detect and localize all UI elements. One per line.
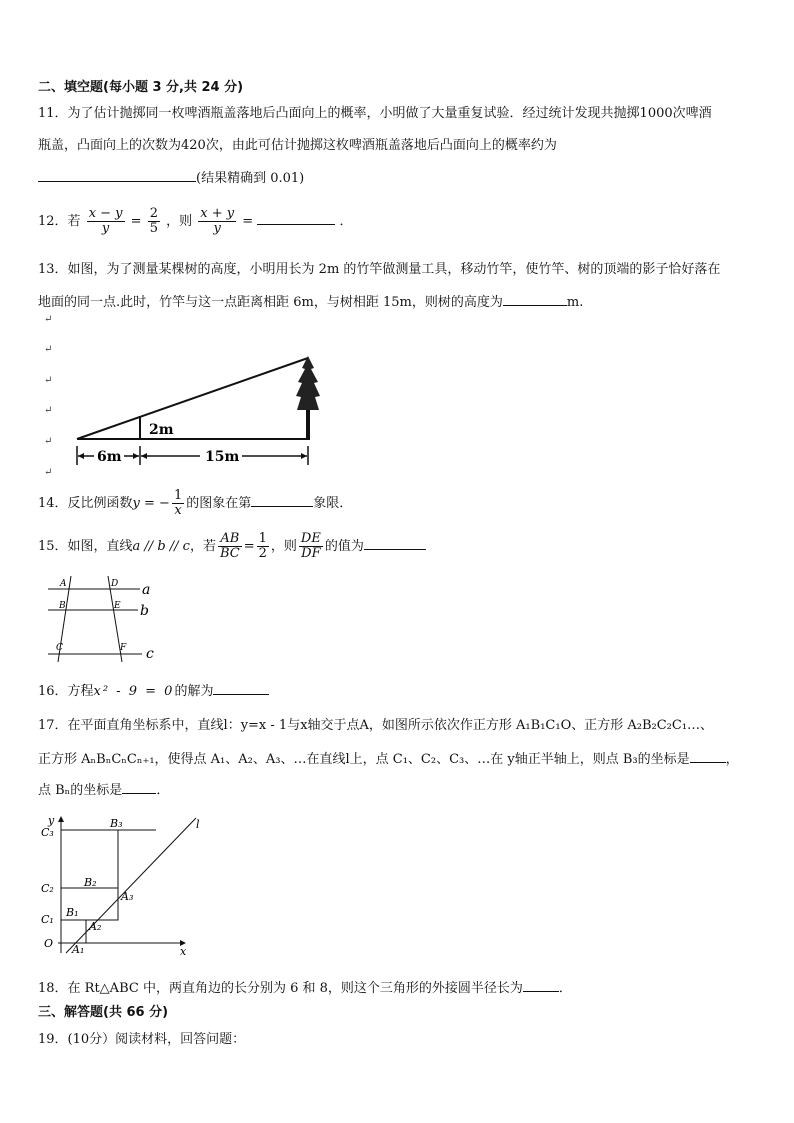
section3-title: 三、解答题(共 66 分) <box>38 1005 169 1020</box>
label-C: C <box>56 643 63 653</box>
answer-blank[interactable] <box>364 537 426 550</box>
answer-blank[interactable] <box>251 494 313 507</box>
q13-line1: 13．如图，为了测量某棵树的高度，小明用长为 2m 的竹竿做测量工具，移动竹竿，使竹竿、树的顶端的影子恰好落在 <box>38 262 721 277</box>
label-A3: A₃ <box>121 890 134 903</box>
label-B3: B₃ <box>110 817 123 830</box>
label-C3: C₃ <box>41 826 54 839</box>
answer-blank[interactable] <box>213 682 269 695</box>
return-mark: ↵ <box>44 436 53 447</box>
label-b: b <box>140 603 149 619</box>
square-1 <box>61 920 86 943</box>
q14-frac: $\frac{1}{x}$ <box>173 488 183 518</box>
label-c: c <box>146 646 154 662</box>
label-B1: B₁ <box>66 906 79 919</box>
left-distance-label: 6m <box>97 449 122 465</box>
answer-blank[interactable] <box>122 781 156 794</box>
pole-label: 2m <box>149 422 174 438</box>
label-A1: A₁ <box>72 943 85 956</box>
y-axis-arrow <box>58 816 64 822</box>
return-mark: ↵ <box>44 344 53 355</box>
q17-line2: 正方形 AₙBₙCₙCₙ₊₁，使得点 A₁、A₂、A₃、…在直线l上，点 C₁、C₂、C₃、…在 y轴正半轴上，则点 B₃的坐标是 ， <box>38 752 739 767</box>
answer-blank[interactable] <box>257 212 335 225</box>
q19: 19．(10分）阅读材料，回答问题： <box>38 1032 246 1047</box>
q17-line1: 17．在平面直角坐标系中，直线l：y=x - 1与x轴交于点A，如图所示依次作正方形 A₁B₁C₁O、正方形 A₂B₂C₂C₁…、 <box>38 718 714 733</box>
q17-line3: 点 Bₙ的坐标是 ． <box>38 783 170 798</box>
answer-blank[interactable] <box>523 979 559 992</box>
label-B2: B₂ <box>84 876 97 889</box>
label-y: y <box>48 814 55 827</box>
shadow-line <box>77 358 308 439</box>
q12-eq1: = <box>130 214 142 229</box>
q15-frac2: $\frac{1}{2}$ <box>258 531 267 561</box>
q12 <box>38 202 352 242</box>
label-A: A <box>60 579 67 589</box>
q12-mid: ，则 <box>166 214 193 229</box>
q11-line1: 11．为了估计抛掷同一枚啤酒瓶盖落地后凸面向上的概率，小明做了大量重复试验．经过统计发现共抛掷1000次啤酒 <box>38 106 712 121</box>
arrow-head <box>133 453 139 459</box>
q13-line2: 地面的同一点.此时，竹竿与这一点距离相距 6m，与树相距 15m，则树的高度为 m. <box>38 295 584 310</box>
q15-figure <box>44 574 164 664</box>
label-B: B <box>59 601 66 611</box>
return-mark: ↵ <box>44 375 53 386</box>
q12-end: ． <box>339 214 353 229</box>
q16: 16．方程x² - 9 = 0的解为 <box>38 682 269 700</box>
label-x: x <box>180 945 187 958</box>
return-mark: ↵ <box>44 467 53 478</box>
q12-eq2: = <box>242 214 254 229</box>
answer-blank[interactable] <box>690 750 726 763</box>
q11-line2: 瓶盖，凸面向上的次数为420次，由此可估计抛掷这枚啤酒瓶盖落地后凸面向上的概率约为 <box>38 138 557 153</box>
tree-icon <box>296 356 320 410</box>
q18: 18．在 Rt△ABC 中，两直角边的长分别为 6 和 8，则这个三角形的外接圆半径长为 ． <box>38 981 572 996</box>
label-A2: A₂ <box>89 920 102 933</box>
q12-frac2: $\frac{2}{5}$ <box>149 206 158 236</box>
label-a: a <box>142 582 151 598</box>
label-l: l <box>196 818 200 831</box>
section2-title: 二、填空题(每小题 3 分,共 24 分) <box>38 80 244 95</box>
arrow-head <box>78 453 84 459</box>
q12-frac3: $\frac{x + y}{y}$ <box>200 206 235 236</box>
label-F: F <box>120 643 127 653</box>
q15-frac3: $\frac{DE}{DF}$ <box>300 531 321 561</box>
arrow-head <box>301 453 307 459</box>
q12-prefix: 12．若 <box>38 214 81 229</box>
label-C2: C₂ <box>41 882 54 895</box>
q11-note: (结果精确到 0.01) <box>196 171 305 186</box>
arrow-head <box>141 453 147 459</box>
return-mark: ↵ <box>44 314 53 325</box>
q15: 15．如图，直线a // b // c，若 $\frac{AB}{BC}$ = $\frac{1}{2}$ ，则 $\frac{DE}{DF}$ 的值为 <box>38 527 426 567</box>
label-O: O <box>44 937 54 950</box>
q12-frac1: $\frac{x - y}{y}$ <box>88 206 123 236</box>
label-C1: C₁ <box>41 913 54 926</box>
q11-line3 <box>38 169 304 187</box>
label-E: E <box>114 601 121 611</box>
q13-figure <box>70 350 320 470</box>
label-D: D <box>111 579 119 589</box>
answer-blank[interactable] <box>503 293 567 306</box>
q17-figure <box>38 810 218 960</box>
q15-frac1: $\frac{AB}{BC}$ <box>219 531 240 561</box>
return-mark: ↵ <box>44 405 53 416</box>
right-distance-label: 15m <box>205 449 240 465</box>
q14: 14．反比例函数y = − $\frac{1}{x}$ 的图象在第 象限． <box>38 488 353 518</box>
answer-blank[interactable] <box>38 169 196 182</box>
